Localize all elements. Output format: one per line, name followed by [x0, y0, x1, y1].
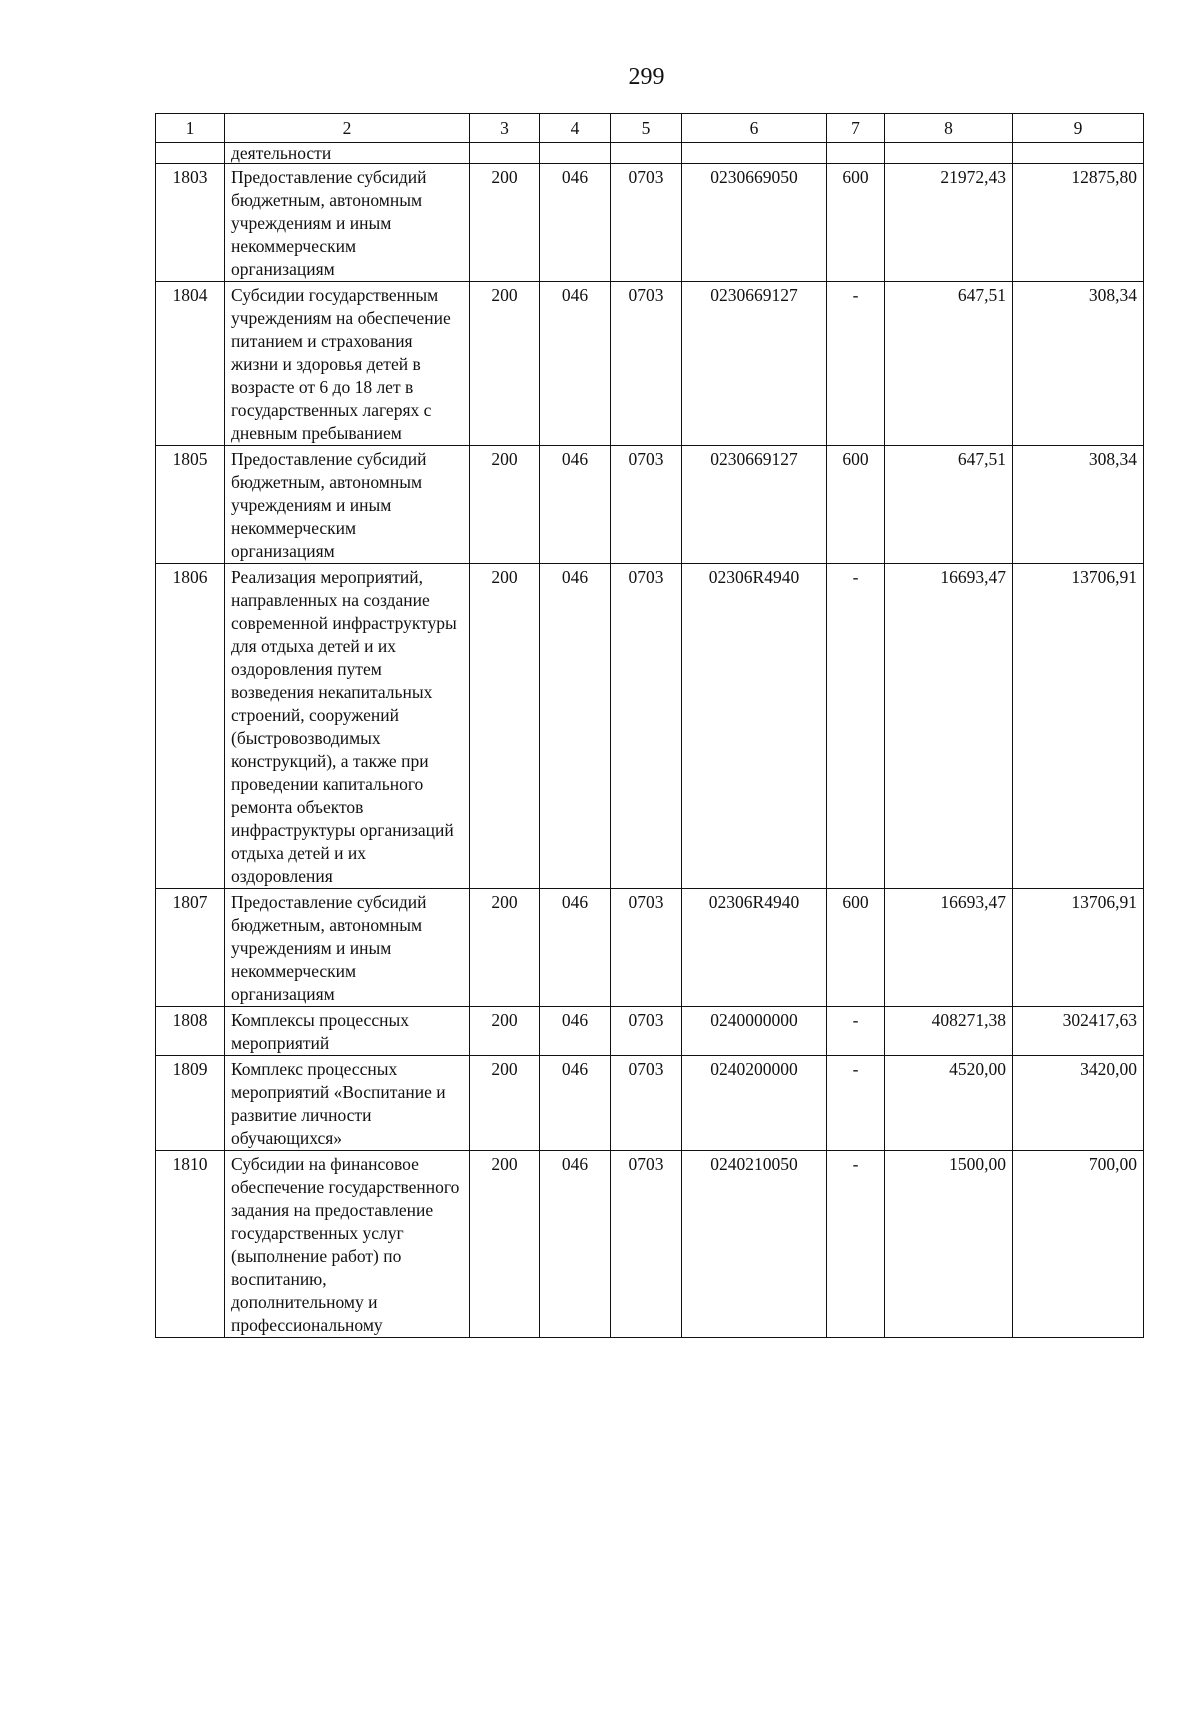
cell-col9: 13706,91	[1013, 889, 1144, 1007]
cell-col4: 046	[540, 164, 611, 282]
cell-col3: 200	[470, 1007, 540, 1056]
cell-col7: 600	[827, 889, 885, 1007]
cell-col9: 3420,00	[1013, 1056, 1144, 1151]
column-header: 4	[540, 114, 611, 143]
cell-col9: 308,34	[1013, 282, 1144, 446]
cell-col4: 046	[540, 889, 611, 1007]
cell-col3: 200	[470, 164, 540, 282]
cell-col7: 600	[827, 164, 885, 282]
row-name: Субсидии на финансовое обеспечение государственного задания на предоставление государственных услуг (выполнение работ) по воспитанию, дополнительному и профессиональному	[225, 1151, 470, 1338]
column-header: 9	[1013, 114, 1144, 143]
cell-col3: 200	[470, 564, 540, 889]
cell-col8: 16693,47	[885, 564, 1013, 889]
page-number: 299	[628, 64, 665, 90]
cell-col4: 046	[540, 1151, 611, 1338]
budget-table	[155, 113, 1144, 1338]
row-number: 1805	[156, 446, 225, 564]
cell-col3: 200	[470, 1151, 540, 1338]
cell-col3: 200	[470, 889, 540, 1007]
cell-col4: 046	[540, 282, 611, 446]
table-row	[156, 164, 1144, 282]
cell-col8: 647,51	[885, 282, 1013, 446]
cell-col6: 02306R4940	[682, 889, 827, 1007]
cell-col4: 046	[540, 564, 611, 889]
table-row	[156, 889, 1144, 1007]
header-row	[156, 114, 1144, 143]
cell-col3: 200	[470, 446, 540, 564]
cell-col5: 0703	[611, 1151, 682, 1338]
row-number: 1806	[156, 564, 225, 889]
cell-col3: 200	[470, 1056, 540, 1151]
row-name: Комплексы процессных мероприятий	[225, 1007, 470, 1056]
cell-col6: 02306R4940	[682, 564, 827, 889]
row-name: Предоставление субсидий бюджетным, автономным учреждениям и иным некоммерческим организациям	[225, 164, 470, 282]
row-number: 1808	[156, 1007, 225, 1056]
column-header: 2	[225, 114, 470, 143]
cell-col5: 0703	[611, 889, 682, 1007]
row-name: Комплекс процессных мероприятий «Воспитание и развитие личности обучающихся»	[225, 1056, 470, 1151]
row-number: 1804	[156, 282, 225, 446]
table-row	[156, 1151, 1144, 1338]
table-row	[156, 282, 1144, 446]
cell-col7: -	[827, 1151, 885, 1338]
cell-col6: 0240000000	[682, 1007, 827, 1056]
table-row	[156, 1056, 1144, 1151]
cell-col7: -	[827, 564, 885, 889]
cell-col6: 0230669127	[682, 282, 827, 446]
cell-col5: 0703	[611, 282, 682, 446]
cell-col7: -	[827, 282, 885, 446]
column-header: 3	[470, 114, 540, 143]
cell-col5: 0703	[611, 1007, 682, 1056]
table-row	[156, 564, 1144, 889]
cell-col4: 046	[540, 446, 611, 564]
cell-col9: 302417,63	[1013, 1007, 1144, 1056]
cell-col8: 647,51	[885, 446, 1013, 564]
column-header: 8	[885, 114, 1013, 143]
row-name: Реализация мероприятий, направленных на создание современной инфраструктуры для отдыха детей и их оздоровления путем возведения некапитальных строений, сооружений (быстровозводимых конструкций), а также при проведении капитального ремонта объектов инфраструктуры организаций отдыха детей и их оздоровления	[225, 564, 470, 889]
column-header: 6	[682, 114, 827, 143]
continuation-row	[156, 143, 1144, 164]
cell-col7: -	[827, 1056, 885, 1151]
cell-col3: 200	[470, 282, 540, 446]
cell-col5: 0703	[611, 446, 682, 564]
cell-col8: 4520,00	[885, 1056, 1013, 1151]
cell-col7: 600	[827, 446, 885, 564]
table-row	[156, 446, 1144, 564]
cell-col9: 13706,91	[1013, 564, 1144, 889]
row-number: 1810	[156, 1151, 225, 1338]
column-header: 7	[827, 114, 885, 143]
cell-col9: 12875,80	[1013, 164, 1144, 282]
continuation-text: деятельности	[225, 143, 470, 164]
row-name: Субсидии государственным учреждениям на обеспечение питанием и страхования жизни и здоровья детей в возрасте от 6 до 18 лет в государственных лагерях с дневным пребыванием	[225, 282, 470, 446]
cell-col8: 16693,47	[885, 889, 1013, 1007]
cell-col9: 700,00	[1013, 1151, 1144, 1338]
cell-col4: 046	[540, 1007, 611, 1056]
cell-col5: 0703	[611, 164, 682, 282]
cell-col8: 21972,43	[885, 164, 1013, 282]
cell-col6: 0230669127	[682, 446, 827, 564]
column-header: 5	[611, 114, 682, 143]
row-number: 1803	[156, 164, 225, 282]
cell-col6: 0230669050	[682, 164, 827, 282]
row-number: 1807	[156, 889, 225, 1007]
cell-col5: 0703	[611, 564, 682, 889]
cell-col8: 408271,38	[885, 1007, 1013, 1056]
cell-col9: 308,34	[1013, 446, 1144, 564]
row-number: 1809	[156, 1056, 225, 1151]
cell-col5: 0703	[611, 1056, 682, 1151]
cell-col6: 0240210050	[682, 1151, 827, 1338]
cell-col7: -	[827, 1007, 885, 1056]
column-header: 1	[156, 114, 225, 143]
cell-col6: 0240200000	[682, 1056, 827, 1151]
cell-col8: 1500,00	[885, 1151, 1013, 1338]
row-name: Предоставление субсидий бюджетным, автономным учреждениям и иным некоммерческим организациям	[225, 889, 470, 1007]
table-row	[156, 1007, 1144, 1056]
cell-col4: 046	[540, 1056, 611, 1151]
row-name: Предоставление субсидий бюджетным, автономным учреждениям и иным некоммерческим организациям	[225, 446, 470, 564]
